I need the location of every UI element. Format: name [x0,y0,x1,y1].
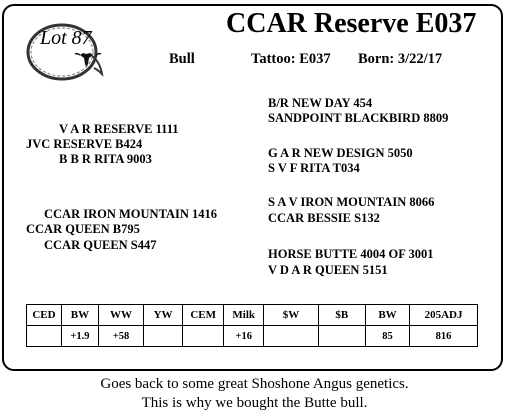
epd-value: +58 [98,326,143,347]
sex-label: Bull [169,51,195,67]
dam-dam: CCAR QUEEN S447 [44,238,157,252]
pedigree-right-3: G A R NEW DESIGN 5050 [268,146,413,160]
pedigree-right-8: V D A R QUEEN 5151 [268,263,388,277]
epd-header: BW [365,305,409,326]
epd-header-row [27,305,478,326]
pedigree-right-4: S V F RITA T034 [268,161,360,175]
pedigree-right-7: HORSE BUTTE 4004 OF 3001 [268,247,434,261]
epd-header: CED [27,305,62,326]
epd-table [26,304,478,347]
pedigree-right-5: S A V IRON MOUNTAIN 8066 [268,195,435,209]
epd-header: Milk [224,305,264,326]
epd-header: YW [144,305,183,326]
page-title: CCAR Reserve E037 [226,8,477,39]
epd-header: WW [98,305,143,326]
sire-sire: V A R RESERVE 1111 [59,122,179,136]
epd-value [318,326,365,347]
born-label: Born: 3/22/17 [358,51,443,67]
epd-header: 205ADJ [410,305,478,326]
comment-line-1: Goes back to some great Shoshone Angus genetics. [100,376,409,392]
dam: CCAR QUEEN B795 [26,222,140,236]
comment-line-2: This is why we bought the Butte bull. [141,395,368,411]
epd-header: $B [318,305,365,326]
epd-header: CEM [183,305,224,326]
tattoo-label: Tattoo: E037 [251,51,331,67]
dam-sire: CCAR IRON MOUNTAIN 1416 [44,207,218,221]
sire-dam: B B R RITA 9003 [59,152,152,166]
epd-value [144,326,183,347]
epd-value: 85 [365,326,409,347]
epd-value [27,326,62,347]
epd-header: $W [264,305,318,326]
sire: JVC RESERVE B424 [26,137,143,151]
epd-value [183,326,224,347]
epd-header: BW [61,305,98,326]
epd-value: +16 [224,326,264,347]
lot-label: Lot 87 [40,27,92,49]
pedigree-right-2: SANDPOINT BLACKBIRD 8809 [268,111,449,125]
pedigree-right-1: B/R NEW DAY 454 [268,96,373,110]
epd-value-row [27,326,478,347]
pedigree-right-6: CCAR BESSIE S132 [268,211,380,225]
epd-value: 816 [410,326,478,347]
epd-value [264,326,318,347]
epd-value: +1.9 [61,326,98,347]
